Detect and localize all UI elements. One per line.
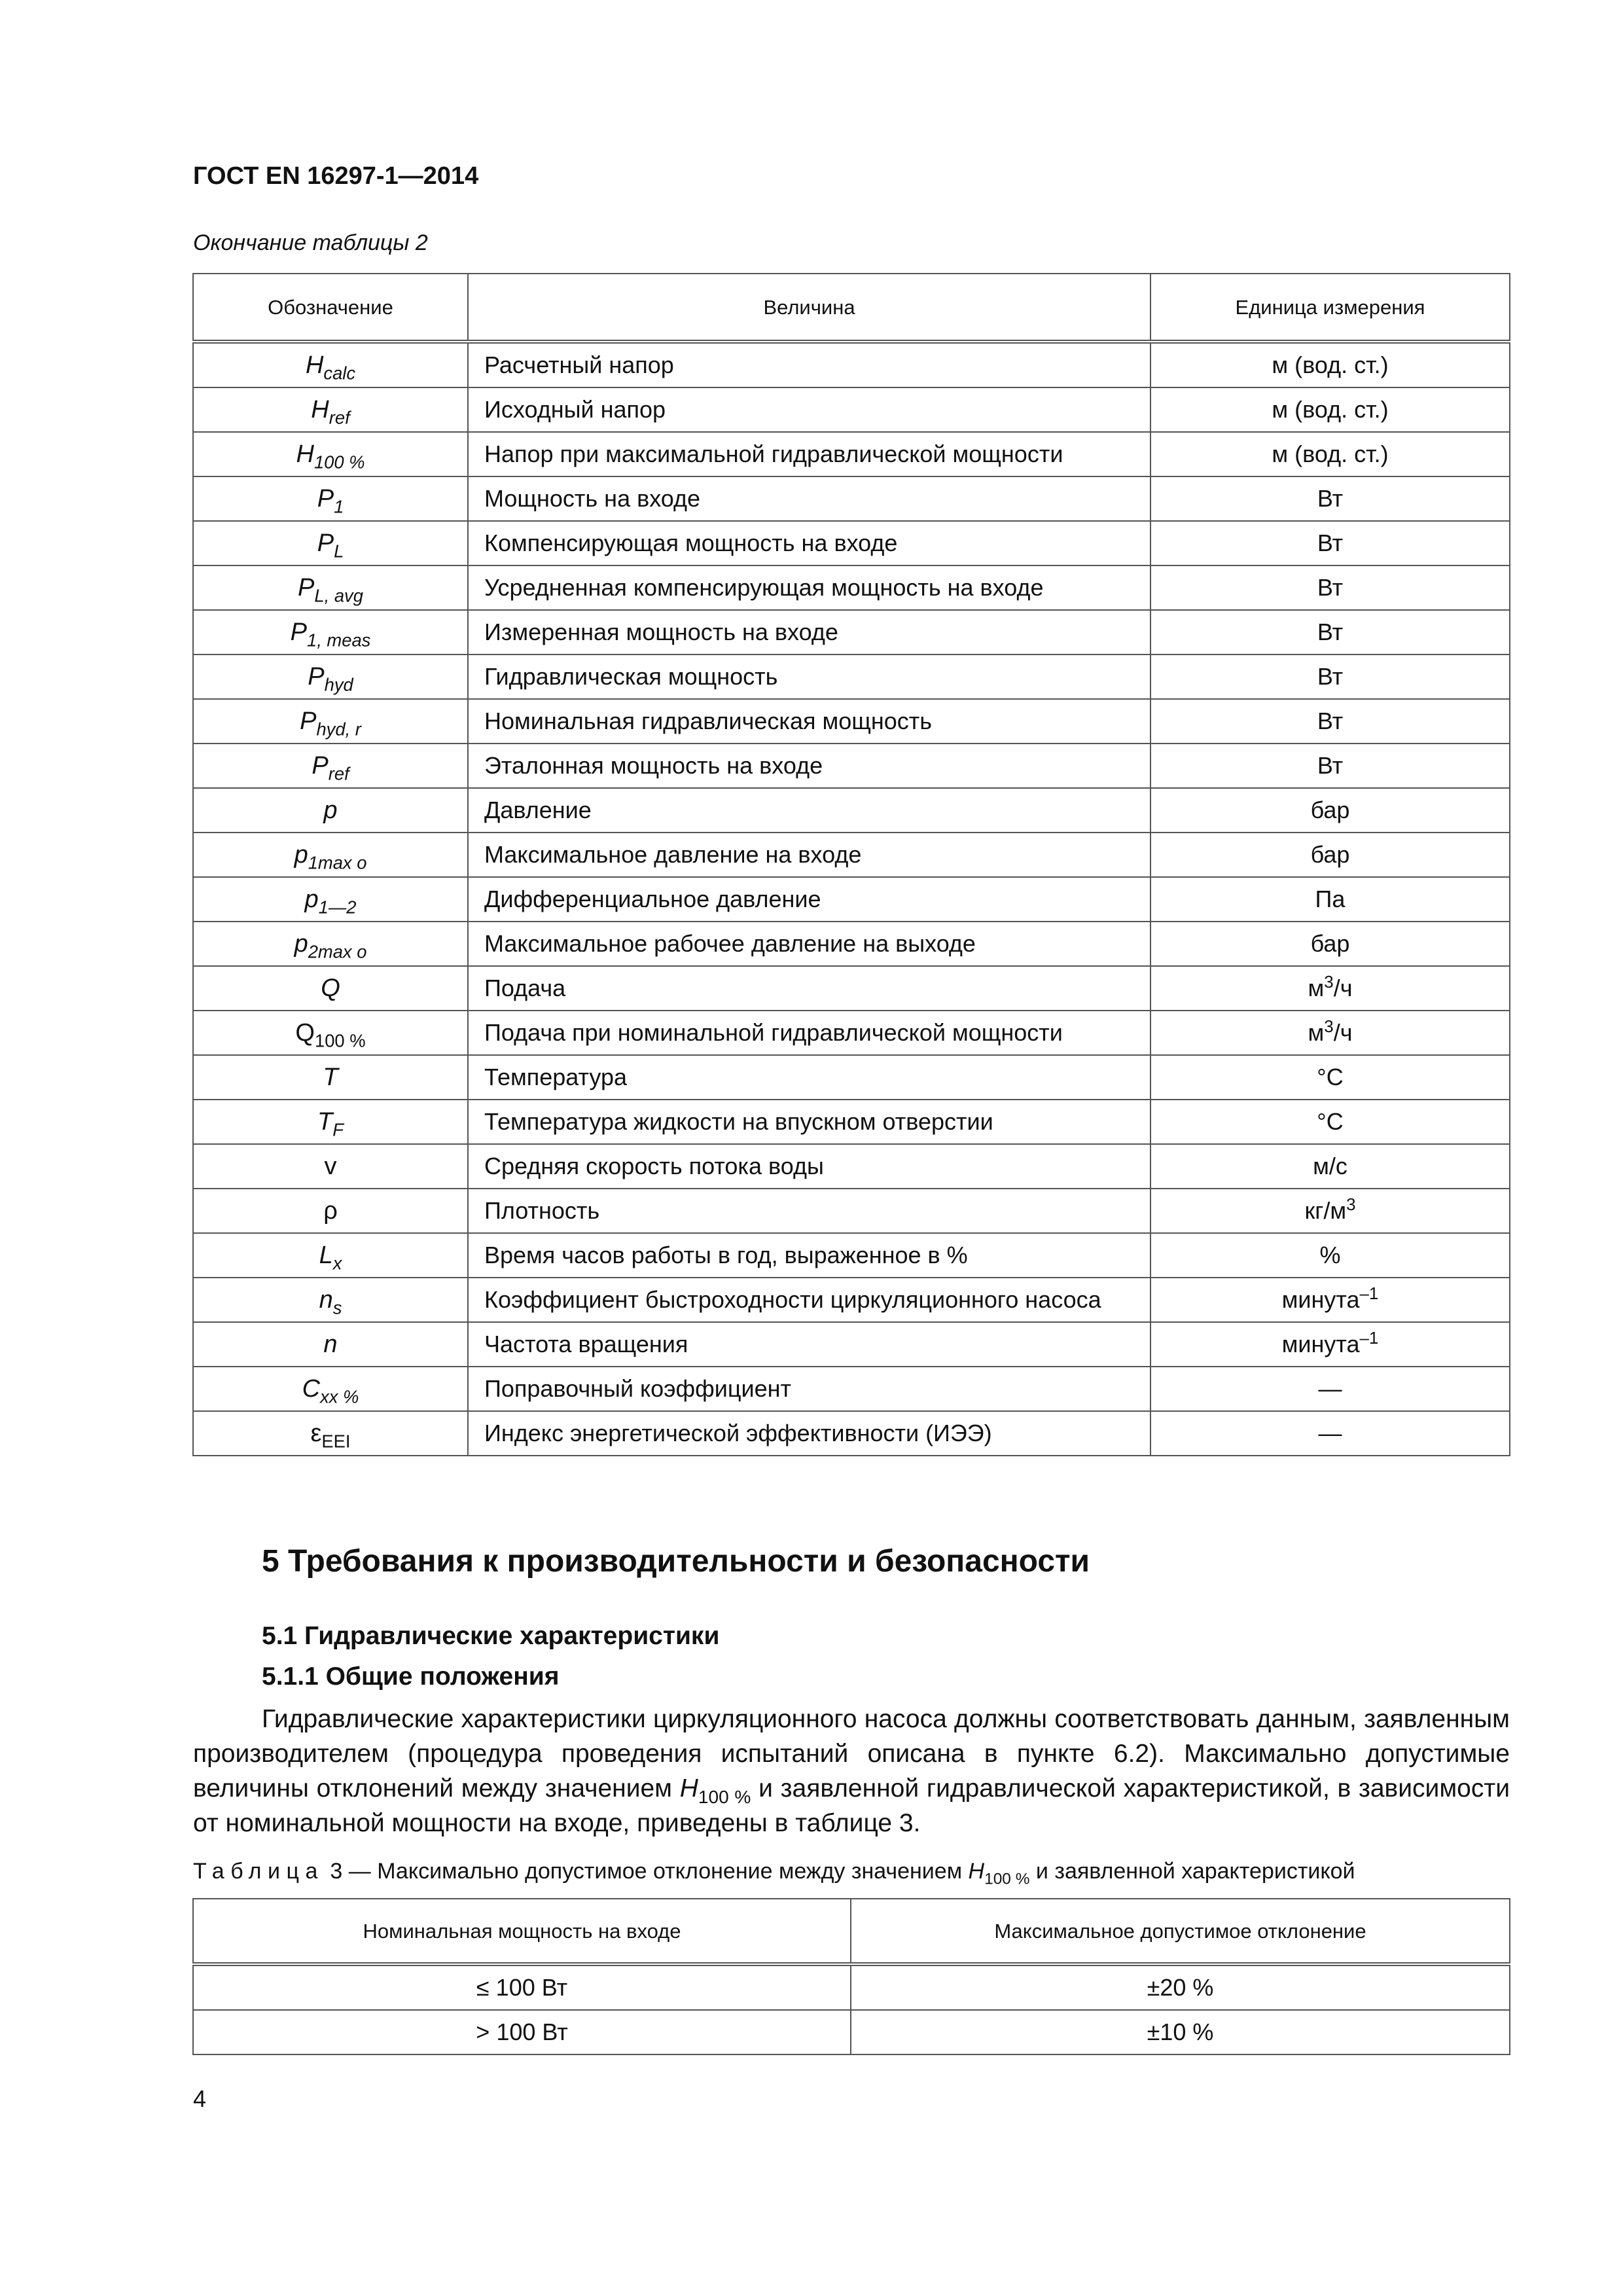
column-header-unit: Единица измерения xyxy=(1150,274,1510,342)
unit-text: м xyxy=(1308,1019,1325,1046)
quantity-cell: Мощность на входе xyxy=(468,476,1150,521)
symbol-cell xyxy=(193,699,468,744)
symbol-letter: n xyxy=(323,1331,338,1358)
symbol-subscript: 1, meas xyxy=(307,630,371,651)
symbol-letter: T xyxy=(323,1064,338,1091)
table-row xyxy=(193,788,1510,833)
symbol-subscript: F xyxy=(332,1119,344,1140)
unit-text: бар xyxy=(1310,930,1350,957)
symbol-letter: P xyxy=(290,619,308,646)
symbol-subscript: EEI xyxy=(321,1431,351,1452)
quantity-cell: Подача при номинальной гидравлической мощности xyxy=(468,1011,1150,1055)
quantity-cell: Гидравлическая мощность xyxy=(468,655,1150,699)
table2-header-row xyxy=(193,274,1510,342)
unit-text: Вт xyxy=(1317,619,1344,645)
table-row xyxy=(193,1189,1510,1233)
symbol-letter: H xyxy=(311,396,329,423)
unit-text: минута xyxy=(1281,1286,1360,1313)
power-cell: > 100 Вт xyxy=(193,2010,851,2054)
unit-text: Па xyxy=(1315,886,1346,912)
unit-cell xyxy=(1150,833,1510,877)
table-row xyxy=(193,565,1510,610)
symbol-letter: p xyxy=(294,841,308,869)
symbol-subscript: 1—2 xyxy=(318,897,357,918)
table3-caption-text: 3 — Максимально допустимое отклонение между значением xyxy=(323,1859,969,1884)
unit-text: кг/м xyxy=(1304,1197,1347,1224)
table-row xyxy=(193,1100,1510,1144)
table-row xyxy=(193,2010,1510,2054)
unit-cell xyxy=(1150,1011,1510,1055)
column-header-quantity: Величина xyxy=(468,274,1150,342)
table-row xyxy=(193,1322,1510,1367)
symbols-table xyxy=(192,273,1510,1456)
table-row xyxy=(193,1233,1510,1278)
table-row xyxy=(193,1964,1510,2010)
table2-caption: Окончание таблицы 2 xyxy=(193,230,428,255)
symbol-letter: P xyxy=(317,529,334,557)
unit-cell xyxy=(1150,699,1510,744)
quantity-cell: Подача xyxy=(468,966,1150,1011)
table-row xyxy=(193,1278,1510,1322)
document-header: ГОСТ EN 16297-1—2014 xyxy=(193,162,479,190)
symbol-letter: P xyxy=(312,752,329,780)
table3-caption-symbol: H xyxy=(968,1859,985,1884)
unit-cell xyxy=(1150,1055,1510,1100)
unit-cell xyxy=(1150,432,1510,476)
symbol-cell xyxy=(193,1189,468,1233)
symbol-subscript: x xyxy=(332,1253,342,1274)
symbol-letter: n xyxy=(319,1286,333,1314)
unit-text: Вт xyxy=(1317,485,1344,512)
unit-cell xyxy=(1150,1189,1510,1233)
symbol-subscript: s xyxy=(332,1297,342,1318)
quantity-cell: Эталонная мощность на входе xyxy=(468,744,1150,788)
unit-cell xyxy=(1150,744,1510,788)
symbol-letter: P xyxy=(308,663,325,691)
symbol-cell xyxy=(193,342,468,387)
table-row xyxy=(193,699,1510,744)
symbol-cell xyxy=(193,877,468,922)
table-row xyxy=(193,877,1510,922)
symbol-subscript: hyd xyxy=(324,674,353,695)
power-cell: ≤ 100 Вт xyxy=(193,1964,851,2010)
symbol-cell xyxy=(193,1411,468,1456)
paragraph-text-end: и заявленной гидравлической характеристикой, в зависимости от номинальной мощности на входе, приведены в таблице 3. xyxy=(193,1774,1510,1837)
deviation-cell: ±10 % xyxy=(851,2010,1510,2054)
unit-cell xyxy=(1150,1367,1510,1411)
symbol-cell xyxy=(193,610,468,655)
table-row xyxy=(193,521,1510,565)
symbol-cell xyxy=(193,1011,468,1055)
symbol-letter: C xyxy=(302,1375,321,1403)
table-row xyxy=(193,342,1510,387)
symbol-letter: P xyxy=(300,708,317,735)
quantity-cell: Температура жидкости на впускном отверстии xyxy=(468,1100,1150,1144)
symbol-letter: H xyxy=(305,351,324,379)
unit-text: м/с xyxy=(1313,1153,1347,1179)
deviation-cell: ±20 % xyxy=(851,1964,1510,2010)
unit-cell xyxy=(1150,966,1510,1011)
table-row xyxy=(193,1055,1510,1100)
symbol-letter: Q xyxy=(321,975,340,1002)
unit-cell xyxy=(1150,1100,1510,1144)
unit-text: — xyxy=(1318,1375,1342,1402)
unit-text: минута xyxy=(1281,1331,1360,1357)
symbol-cell xyxy=(193,1055,468,1100)
table-row xyxy=(193,744,1510,788)
unit-text: бар xyxy=(1310,797,1350,823)
subsection-5-1-1-title: 5.1.1 Общие положения xyxy=(262,1662,560,1691)
quantity-cell: Средняя скорость потока воды xyxy=(468,1144,1150,1189)
paragraph-text-start: Гидравлические характеристики циркуляционного насоса должны соответствовать данным, заявленным производителем (процедура проведения испытаний описана в пункте 6.2). Максимально допустимые величины отклонений между значением xyxy=(193,1705,1510,1803)
symbol-letter: H xyxy=(296,440,314,468)
quantity-cell: Плотность xyxy=(468,1189,1150,1233)
symbol-subscript: L xyxy=(334,541,344,562)
quantity-cell: Коэффициент быстроходности циркуляционного насоса xyxy=(468,1278,1150,1322)
unit-cell xyxy=(1150,788,1510,833)
table3-caption-symbol-subscript: 100 % xyxy=(984,1870,1030,1888)
section-5-title: 5 Требования к производительности и безопасности xyxy=(262,1544,1090,1579)
symbol-subscript: 100 % xyxy=(314,1030,366,1051)
unit-cell xyxy=(1150,1411,1510,1456)
symbol-cell xyxy=(193,521,468,565)
table3-body xyxy=(193,1964,1510,2054)
quantity-cell: Индекс энергетической эффективности (ИЭЭ) xyxy=(468,1411,1150,1456)
symbol-subscript: ref xyxy=(329,407,350,428)
quantity-cell: Температура xyxy=(468,1055,1150,1100)
table-row xyxy=(193,432,1510,476)
unit-text: Вт xyxy=(1317,574,1344,601)
symbol-letter: p xyxy=(323,797,338,824)
symbol-cell xyxy=(193,788,468,833)
symbol-letter: p xyxy=(294,930,308,958)
quantity-cell: Номинальная гидравлическая мощность xyxy=(468,699,1150,744)
symbol-subscript: 1 xyxy=(334,496,344,517)
quantity-cell: Исходный напор xyxy=(468,387,1150,432)
symbol-letter: T xyxy=(317,1108,333,1136)
subsection-5-1-title: 5.1 Гидравлические характеристики xyxy=(262,1622,720,1650)
unit-cell xyxy=(1150,342,1510,387)
symbol-cell xyxy=(193,1144,468,1189)
table-row xyxy=(193,1411,1510,1456)
quantity-cell: Максимальное давление на входе xyxy=(468,833,1150,877)
quantity-cell: Напор при максимальной гидравлической мощности xyxy=(468,432,1150,476)
symbol-cell xyxy=(193,565,468,610)
table-row xyxy=(193,922,1510,966)
unit-cell xyxy=(1150,1322,1510,1367)
table3-caption-tail: и заявленной характеристикой xyxy=(1029,1859,1355,1884)
table-row xyxy=(193,655,1510,699)
unit-text: Вт xyxy=(1317,752,1344,779)
symbol-cell xyxy=(193,432,468,476)
table-row xyxy=(193,1367,1510,1411)
quantity-cell: Усредненная компенсирующая мощность на входе xyxy=(468,565,1150,610)
page-number: 4 xyxy=(193,2085,207,2112)
symbol-cell xyxy=(193,833,468,877)
symbol-letter: P xyxy=(317,485,334,512)
unit-cell xyxy=(1150,476,1510,521)
deviation-table xyxy=(192,1898,1510,2055)
table-row xyxy=(193,1144,1510,1189)
unit-cell xyxy=(1150,655,1510,699)
quantity-cell: Расчетный напор xyxy=(468,342,1150,387)
table-row xyxy=(193,610,1510,655)
unit-superscript: 3 xyxy=(1346,1196,1356,1215)
symbol-cell xyxy=(193,1322,468,1367)
symbol-letter: Q xyxy=(295,1019,315,1047)
unit-text: м (вод. ст.) xyxy=(1272,440,1389,467)
unit-text: бар xyxy=(1310,841,1350,868)
symbol-cell xyxy=(193,1367,468,1411)
unit-tail: /ч xyxy=(1333,1019,1353,1046)
symbol-cell xyxy=(193,966,468,1011)
symbol-subscript: 2max o xyxy=(308,941,367,962)
symbol-cell xyxy=(193,387,468,432)
symbol-cell xyxy=(193,922,468,966)
unit-tail: /ч xyxy=(1333,975,1353,1001)
symbol-letter: L xyxy=(319,1242,333,1269)
symbol-cell xyxy=(193,655,468,699)
table3-header-row xyxy=(193,1899,1510,1964)
unit-text: м xyxy=(1308,975,1325,1001)
symbol-subscript: calc xyxy=(323,363,356,384)
unit-text: Вт xyxy=(1317,663,1344,690)
quantity-cell: Поправочный коэффициент xyxy=(468,1367,1150,1411)
quantity-cell: Компенсирующая мощность на входе xyxy=(468,521,1150,565)
quantity-cell: Частота вращения xyxy=(468,1322,1150,1367)
column-header-deviation: Максимальное допустимое отклонение xyxy=(851,1899,1510,1964)
symbol-subscript: 1max o xyxy=(308,852,367,873)
symbol-subscript: 100 % xyxy=(313,452,365,473)
unit-cell xyxy=(1150,1278,1510,1322)
table-row xyxy=(193,1011,1510,1055)
symbol-letter: v xyxy=(324,1153,337,1180)
unit-cell xyxy=(1150,521,1510,565)
unit-cell xyxy=(1150,877,1510,922)
quantity-cell: Давление xyxy=(468,788,1150,833)
symbol-subscript: L, avg xyxy=(314,585,363,606)
unit-text: °C xyxy=(1317,1064,1344,1090)
symbol-cell xyxy=(193,1233,468,1278)
unit-cell xyxy=(1150,922,1510,966)
quantity-cell: Измеренная мощность на входе xyxy=(468,610,1150,655)
quantity-cell: Максимальное рабочее давление на выходе xyxy=(468,922,1150,966)
unit-cell xyxy=(1150,1233,1510,1278)
unit-superscript: –1 xyxy=(1359,1285,1379,1304)
body-paragraph xyxy=(193,1702,1510,1840)
symbol-subscript: xx % xyxy=(320,1386,359,1407)
unit-cell xyxy=(1150,1144,1510,1189)
unit-superscript: –1 xyxy=(1359,1329,1379,1348)
unit-text: — xyxy=(1318,1420,1342,1446)
symbol-letter: P xyxy=(298,574,315,601)
symbol-cell xyxy=(193,744,468,788)
symbol-cell xyxy=(193,1100,468,1144)
table3-caption-prefix: Таблица xyxy=(193,1859,324,1884)
unit-cell xyxy=(1150,610,1510,655)
unit-text: °C xyxy=(1317,1108,1344,1135)
symbol-subscript: ref xyxy=(328,763,349,784)
column-header-symbol: Обозначение xyxy=(193,274,468,342)
unit-text: м (вод. ст.) xyxy=(1272,351,1389,378)
symbol-cell xyxy=(193,476,468,521)
table2-body xyxy=(193,342,1510,1456)
symbol-letter: ε xyxy=(310,1420,322,1447)
unit-text: м (вод. ст.) xyxy=(1272,396,1389,423)
paragraph-symbol: H xyxy=(679,1774,698,1803)
symbol-cell xyxy=(193,1278,468,1322)
table-row xyxy=(193,476,1510,521)
symbol-subscript: hyd, r xyxy=(316,719,361,740)
table-row xyxy=(193,966,1510,1011)
unit-text: Вт xyxy=(1317,708,1344,734)
paragraph-symbol-subscript: 100 % xyxy=(698,1786,751,1807)
unit-cell xyxy=(1150,387,1510,432)
column-header-power: Номинальная мощность на входе xyxy=(193,1899,851,1964)
table-row xyxy=(193,833,1510,877)
unit-superscript: 3 xyxy=(1324,973,1334,992)
unit-cell xyxy=(1150,565,1510,610)
quantity-cell: Время часов работы в год, выраженное в % xyxy=(468,1233,1150,1278)
unit-text: Вт xyxy=(1317,529,1344,556)
quantity-cell: Дифференциальное давление xyxy=(468,877,1150,922)
unit-superscript: 3 xyxy=(1324,1018,1334,1037)
unit-text: % xyxy=(1319,1242,1341,1268)
symbol-letter: ρ xyxy=(323,1197,338,1225)
symbol-letter: p xyxy=(304,886,319,913)
table3-caption xyxy=(193,1859,1355,1888)
table-row xyxy=(193,387,1510,432)
